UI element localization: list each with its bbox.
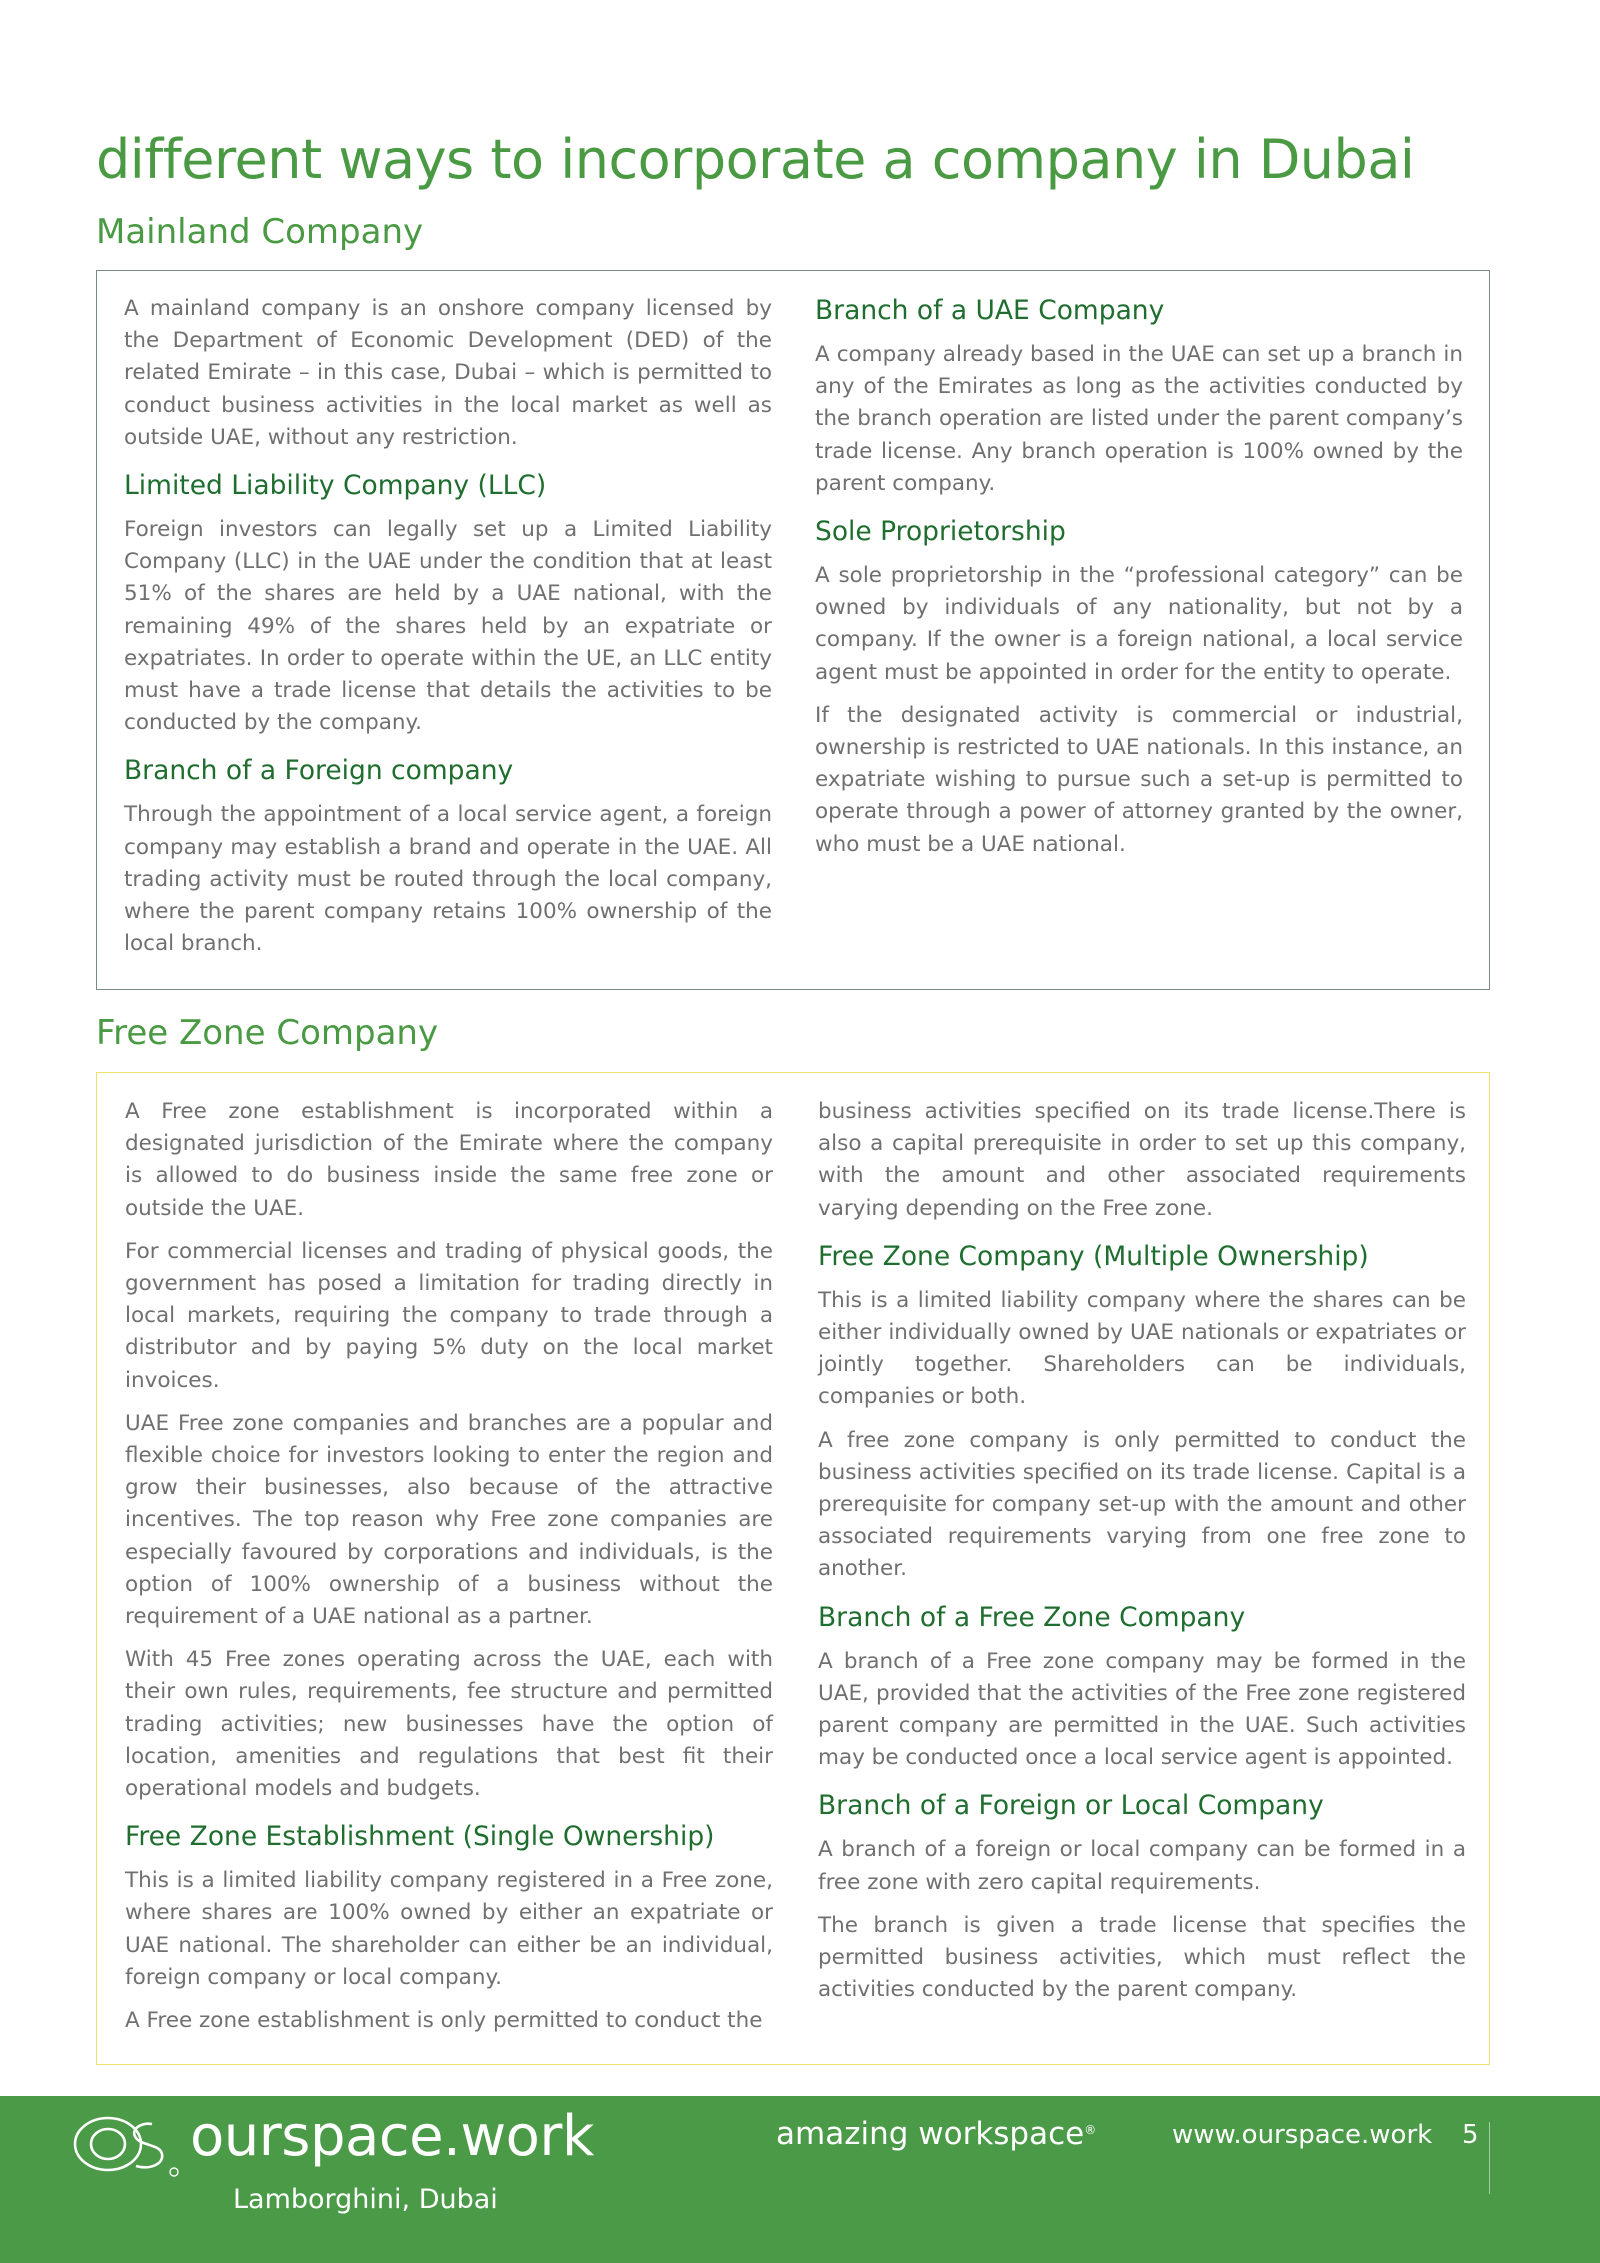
ourspace-logo-icon xyxy=(70,2110,182,2184)
tagline-text: amazing workspace xyxy=(776,2116,1085,2152)
llc-paragraph: Foreign investors can legally set up a Limited Liability Company (LLC) in the UAE under the condition that at least 51% of the shares are held by a UAE national, with the remaining 49% of the shares held by an expatriate or expatriates. In order to operate within the UE, an LLC entity must have a trade license that details the activities to be conducted by the company. xyxy=(124,517,772,736)
foreign-branch-heading: Branch of a Foreign company xyxy=(124,755,514,787)
freezone-right-column xyxy=(818,1096,1466,2064)
freezone-section-title: Free Zone Company xyxy=(96,1013,439,1053)
freezone-paragraph-4: With 45 Free zones operating across the UAE, each with their own rules, requirements, fee structure and permitted trading activities; new businesses have the option of location, amenities and regulations that best fit their operational models and budgets. xyxy=(125,1647,773,1802)
local-branch-heading: Branch of a Foreign or Local Company xyxy=(818,1790,1324,1822)
single-ownership-paragraph-2: A Free zone establishment is only permitted to conduct the xyxy=(125,2008,763,2034)
registered-mark: ® xyxy=(1084,2123,1097,2137)
local-branch-paragraph-2: The branch is given a trade license that specifies the permitted business activities, which must reflect the activities conducted by the parent company. xyxy=(818,1912,1466,2003)
llc-heading: Limited Liability Company (LLC) xyxy=(124,470,547,502)
uae-branch-paragraph: A company already based in the UAE can set up a branch in any of the Emirates as long as the activities conducted by the branch operation are listed under the parent company’s trade license. Any branch operation is 100% owned by the parent company. xyxy=(815,342,1463,496)
freezone-panel xyxy=(96,1072,1490,2065)
website-link[interactable]: www.ourspace.work xyxy=(1172,2120,1433,2150)
mainland-section-title: Mainland Company xyxy=(96,212,424,252)
single-ownership-paragraph: This is a limited liability company registered in a Free zone, where shares are 100% owned by either an expatriate or UAE national. The shareholder can either be an individual, foreign company or local company. xyxy=(125,1868,773,1990)
brand-location: Lamborghini, Dubai xyxy=(233,2184,498,2215)
sole-proprietorship-paragraph-1: A sole proprietorship in the “professional category” can be owned by individuals of any nationality, but not by a company. If the owner is a foreign national, a local service agent must be appointed in order for the entity to operate. xyxy=(815,563,1463,685)
freezone-left-column xyxy=(125,1096,773,2064)
mainland-right-column xyxy=(815,293,1463,989)
fz-branch-paragraph: A branch of a Free zone company may be formed in the UAE, provided that the activities of the Free zone registered parent company are permitted in the UAE. Such activities may be conducted once a local service agent is appointed. xyxy=(818,1648,1466,1771)
freezone-paragraph-1: A Free zone establishment is incorporated within a designated jurisdiction of the Emirate where the company is allowed to do business inside the same free zone or outside the UAE. xyxy=(125,1099,773,1221)
sole-proprietorship-heading: Sole Proprietorship xyxy=(815,516,1066,548)
uae-branch-heading: Branch of a UAE Company xyxy=(815,295,1165,326)
foreign-branch-paragraph: Through the appointment of a local service agent, a foreign company may establish a brand and operate in the UAE. All trading activity must be routed through the local company, where the parent company retains 100% ownership of the local branch. xyxy=(124,802,772,957)
mainland-intro-paragraph: A mainland company is an onshore company licensed by the Department of Economic Development (DED) of the related Emirate – in this case, Dubai – which is permitted to conduct business activities in the local market as well as outside UAE, without any restriction. xyxy=(124,296,772,450)
mainland-left-column xyxy=(124,293,772,989)
single-ownership-heading: Free Zone Establishment (Single Ownership) xyxy=(125,1821,715,1853)
fz-branch-heading: Branch of a Free Zone Company xyxy=(818,1601,1246,1633)
local-branch-paragraph-1: A branch of a foreign or local company can be formed in a free zone with zero capital requirements. xyxy=(818,1837,1466,1895)
page-number: 5 xyxy=(1462,2120,1479,2150)
mainland-panel xyxy=(96,270,1490,990)
footer-divider xyxy=(1489,2122,1490,2194)
brand-name: ourspace.work xyxy=(190,2104,594,2169)
multiple-ownership-paragraph-1: This is a limited liability company where the shares can be either individually owned by UAE nationals or expatriates or jointly together. Shareholders can be individuals, companies or both. xyxy=(818,1287,1466,1410)
freezone-paragraph-3: UAE Free zone companies and branches are a popular and flexible choice for investors looking to enter the region and grow their businesses, also because of the attractive incentives. The top reason why Free zone companies are especially favoured by corporations and individuals, is the option of 100% ownership of a business without the requirement of a UAE national as a partner. xyxy=(125,1410,773,1630)
freezone-paragraph-2: For commercial licenses and trading of physical goods, the government has posed a limitation for trading directly in local markets, requiring the company to trade through a distributor and by paying 5% duty on the local market invoices. xyxy=(125,1238,773,1393)
page-title: different ways to incorporate a company in Dubai xyxy=(96,128,1415,191)
page-footer xyxy=(0,2096,1600,2263)
tagline xyxy=(776,2116,1096,2152)
sole-proprietorship-paragraph-2: If the designated activity is commercial or industrial, ownership is restricted to UAE nationals. In this instance, an expatriate wishing to pursue such a set-up is permitted to operate through a power of attorney granted by the owner, who must be a UAE national. xyxy=(815,702,1463,857)
multiple-ownership-heading: Free Zone Company (Multiple Ownership) xyxy=(818,1240,1369,1272)
single-ownership-continued: business activities specified on its trade license.There is also a capital prerequisite in order to set up this company, with the amount and other associated requirements varying depending on the Free zone. xyxy=(818,1099,1466,1221)
multiple-ownership-paragraph-2: A free zone company is only permitted to conduct the business activities specified on its trade license. Capital is a prerequisite for company set-up with the amount and other associated requirements varying from one free zone to another. xyxy=(818,1427,1466,1582)
